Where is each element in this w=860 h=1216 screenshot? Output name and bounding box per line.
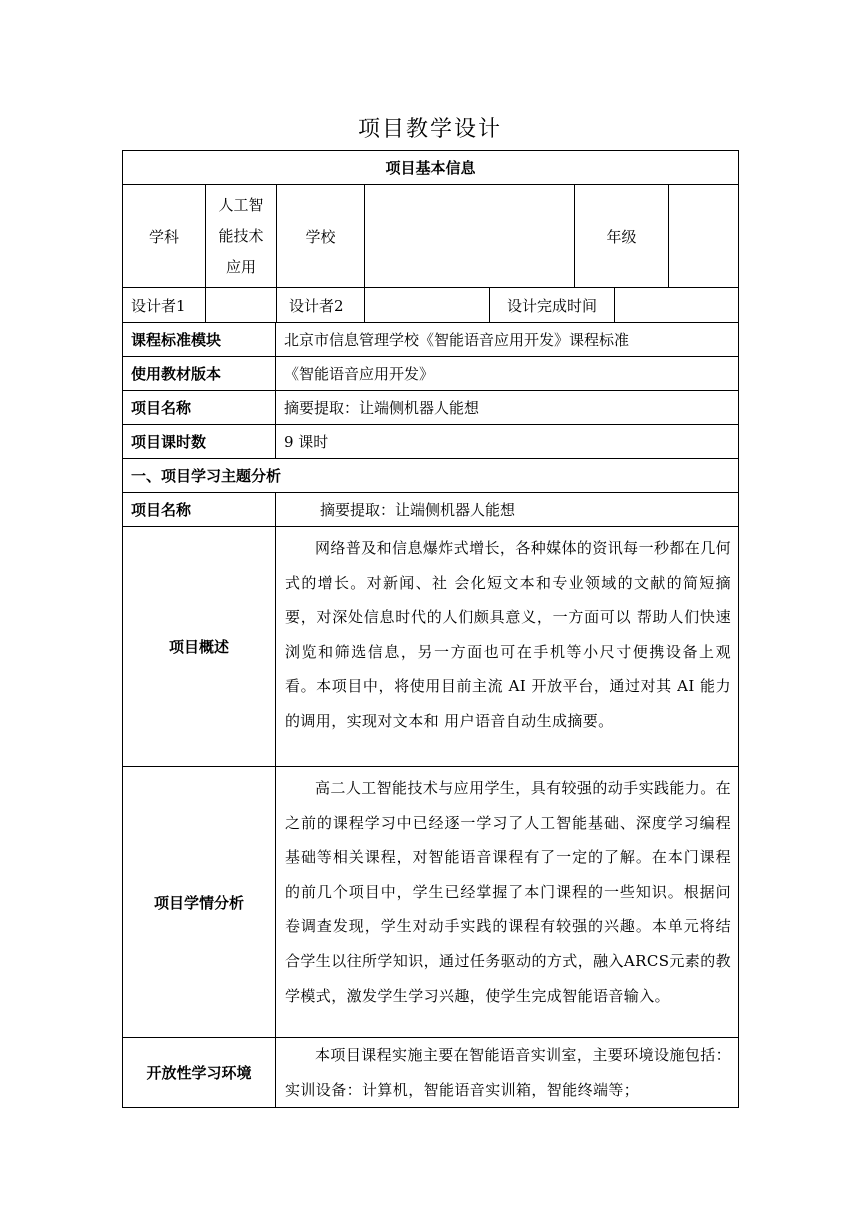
school-value xyxy=(364,185,574,287)
learner-analysis-cell xyxy=(276,767,739,1038)
subject-value-line-2: 能技术 xyxy=(218,226,264,245)
curriculum-module-value: 北京市信息管理学校《智能语音应用开发》课程标准 xyxy=(276,323,739,357)
overview-label: 项目概述 xyxy=(123,527,276,767)
project-name-label: 项目名称 xyxy=(123,391,276,425)
environment-label: 开放性学习环境 xyxy=(123,1038,276,1108)
grade-value xyxy=(668,185,737,287)
overview-text: 网络普及和信息爆炸式增长，各种媒体的资讯每一秒都在几何式的增长。对新闻、社 会化短文本和专业领域的文献的简短摘要，对深处信息时代的人们颇具意义，一方面可以 帮助人们快速浏览和筛选信息，另一方面也可在手机等小尺寸便携设备上观看。本项目中，将使用目前主流 AI 开放平台，通过对其 AI 能力的调用，实现对文本和 用户语音自动生成摘要。 xyxy=(285,539,732,730)
designer1-value xyxy=(205,288,276,322)
project-design-table xyxy=(122,150,739,1108)
designer2-value xyxy=(364,288,489,322)
project-name-value: 摘要提取：让端侧机器人能想 xyxy=(276,391,739,425)
basic-info-header: 项目基本信息 xyxy=(123,151,739,185)
designer2-label: 设计者2 xyxy=(276,288,364,322)
grade-label: 年级 xyxy=(574,185,668,287)
overview-cell xyxy=(276,527,739,767)
learner-analysis-label: 项目学情分析 xyxy=(123,767,276,1038)
curriculum-module-label: 课程标准模块 xyxy=(123,323,276,357)
environment-text: 本项目课程实施主要在智能语音实训室，主要环境设施包括：实训设备：计算机，智能语音实训箱，智能终端等； xyxy=(285,1046,732,1099)
learner-analysis-text: 高二人工智能技术与应用学生，具有较强的动手实践能力。在之前的课程学习中已经逐一学习了人工智能基础、深度学习编程基础等相关课程，对智能语音课程有了一定的了解。在本门课程的前几个项目中，学生已经掌握了本门课程的一些知识。根据问卷调查发现，学生对动手实践的课程有较强的兴趣。本单元将结合学生以往所学知识，通过任务驱动的方式，融入ARCS元素的教学模式，激发学生学习兴趣，使学生完成智能语音输入。 xyxy=(285,779,732,1005)
environment-cell xyxy=(276,1038,739,1108)
finish-time-label: 设计完成时间 xyxy=(489,288,614,322)
page-title: 项目教学设计 xyxy=(357,117,502,142)
section1-project-name-value: 摘要提取：让端侧机器人能想 xyxy=(276,493,739,527)
subject-school-grade-row xyxy=(123,185,739,288)
subject-value xyxy=(205,185,276,287)
finish-time-value xyxy=(614,288,737,322)
subject-value-line-1: 人工智 xyxy=(218,195,264,214)
school-label: 学校 xyxy=(276,185,364,287)
subject-value-line-3: 应用 xyxy=(225,257,256,276)
hours-value: 9 课时 xyxy=(276,425,739,459)
hours-label: 项目课时数 xyxy=(123,425,276,459)
section1-header: 一、项目学习主题分析 xyxy=(123,459,739,493)
textbook-label: 使用教材版本 xyxy=(123,357,276,391)
subject-label: 学科 xyxy=(148,227,179,246)
textbook-value: 《智能语音应用开发》 xyxy=(276,357,739,391)
designer1-label: 设计者1 xyxy=(131,296,186,315)
designer-row xyxy=(123,288,739,323)
section1-project-name-label: 项目名称 xyxy=(123,493,276,527)
